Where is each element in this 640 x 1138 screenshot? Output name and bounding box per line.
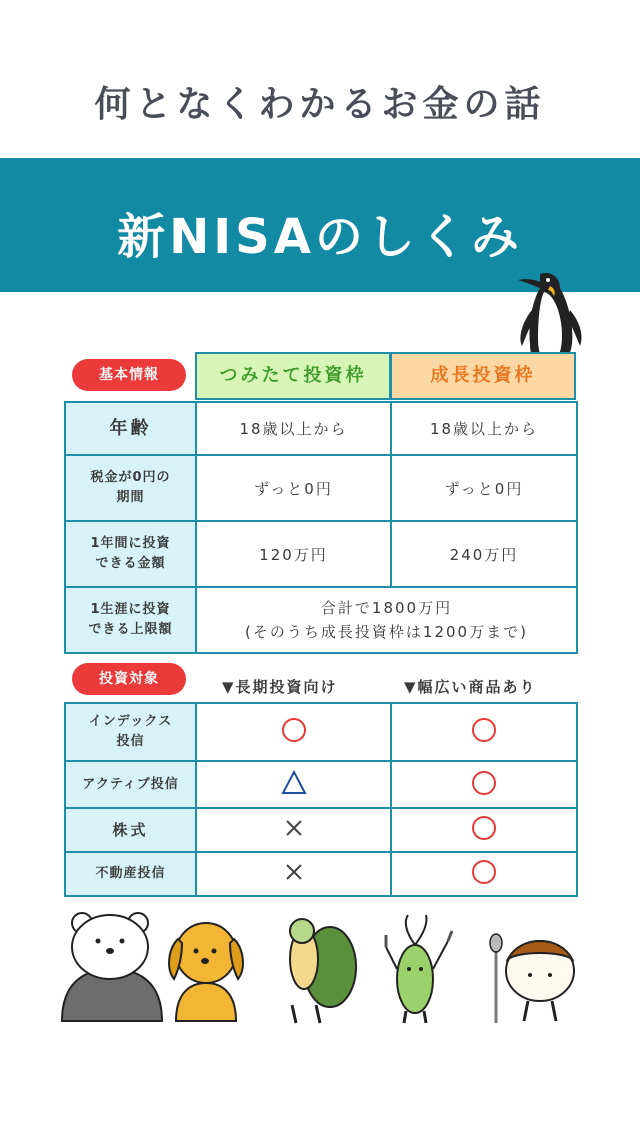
row-label-annual-limit (65, 521, 196, 587)
tsumitate-tax-period: ずっと0円 (196, 455, 391, 521)
seicho-subheader: ▼幅広い商品あり (404, 678, 537, 696)
circle-mark-icon (470, 858, 498, 890)
circle-mark-icon (470, 769, 498, 801)
label-line: 税金が0円の (90, 470, 171, 485)
tsumitate-stocks (196, 808, 391, 852)
tsumitate-reit (196, 852, 391, 896)
triangle-mark-icon (280, 769, 308, 801)
combined-line: 合計で1800万円 (320, 599, 453, 617)
row-label-reit: 不動産投信 (65, 852, 196, 896)
table-row (65, 852, 577, 896)
tsumitate-active-fund (196, 761, 391, 808)
circle-mark-icon (470, 814, 498, 846)
row-label-active-fund: アクティブ投信 (65, 761, 196, 808)
table-row (65, 808, 577, 852)
tsumitate-column-header: つみたて投資枠 (195, 352, 391, 400)
label-line: できる上限額 (88, 622, 173, 637)
label-line: インデックス (88, 714, 173, 729)
row-label-stocks: 株式 (65, 808, 196, 852)
table-row (65, 521, 577, 587)
row-label-tax-period (65, 455, 196, 521)
seicho-reit (391, 852, 577, 896)
cross-mark-icon (282, 816, 306, 844)
row-label-lifetime-limit (65, 587, 196, 653)
table-row (65, 455, 577, 521)
circle-mark-icon (280, 716, 308, 748)
seicho-column-header: 成長投資枠 (390, 352, 576, 400)
cross-mark-icon (282, 860, 306, 888)
page-title: 新NISAのしくみ (117, 209, 523, 265)
investment-target-pill: 投資対象 (72, 663, 186, 695)
tsumitate-index-fund (196, 703, 391, 761)
bear-character (62, 913, 162, 1021)
circle-mark-icon (470, 716, 498, 748)
seicho-tax-period: ずっと0円 (391, 455, 577, 521)
basic-info-pill: 基本情報 (72, 359, 186, 391)
investment-target-table (64, 702, 578, 897)
page-subtitle: 何となくわかるお金の話 (94, 84, 546, 125)
table-row (65, 587, 577, 653)
label-line: 1生涯に投資 (90, 602, 171, 617)
label-line: 期間 (116, 490, 145, 505)
label-line: 1年間に投資 (90, 536, 171, 551)
tsumitate-subheader: ▼長期投資向け (222, 678, 338, 696)
table-row (65, 761, 577, 808)
dog-character (169, 923, 243, 1021)
basic-info-table (64, 401, 578, 654)
plant-character (386, 915, 452, 1023)
table-row (65, 402, 577, 455)
seicho-index-fund (391, 703, 577, 761)
combined-line: (そのうち成長投資枠は1200万まで) (245, 623, 528, 641)
row-label-index-fund (65, 703, 196, 761)
row-label-age: 年齢 (65, 402, 196, 455)
seicho-annual-limit: 240万円 (391, 521, 577, 587)
characters-illustration (0, 905, 640, 1035)
seicho-stocks (391, 808, 577, 852)
label-line: 投信 (116, 734, 145, 749)
table-row (65, 703, 577, 761)
curry-rice-character (490, 934, 574, 1023)
turtle-character (290, 919, 356, 1023)
tsumitate-age: 18歳以上から (196, 402, 391, 455)
seicho-age: 18歳以上から (391, 402, 577, 455)
lifetime-limit-combined (196, 587, 577, 653)
tsumitate-annual-limit: 120万円 (196, 521, 391, 587)
label-line: できる金額 (95, 556, 166, 571)
seicho-active-fund (391, 761, 577, 808)
